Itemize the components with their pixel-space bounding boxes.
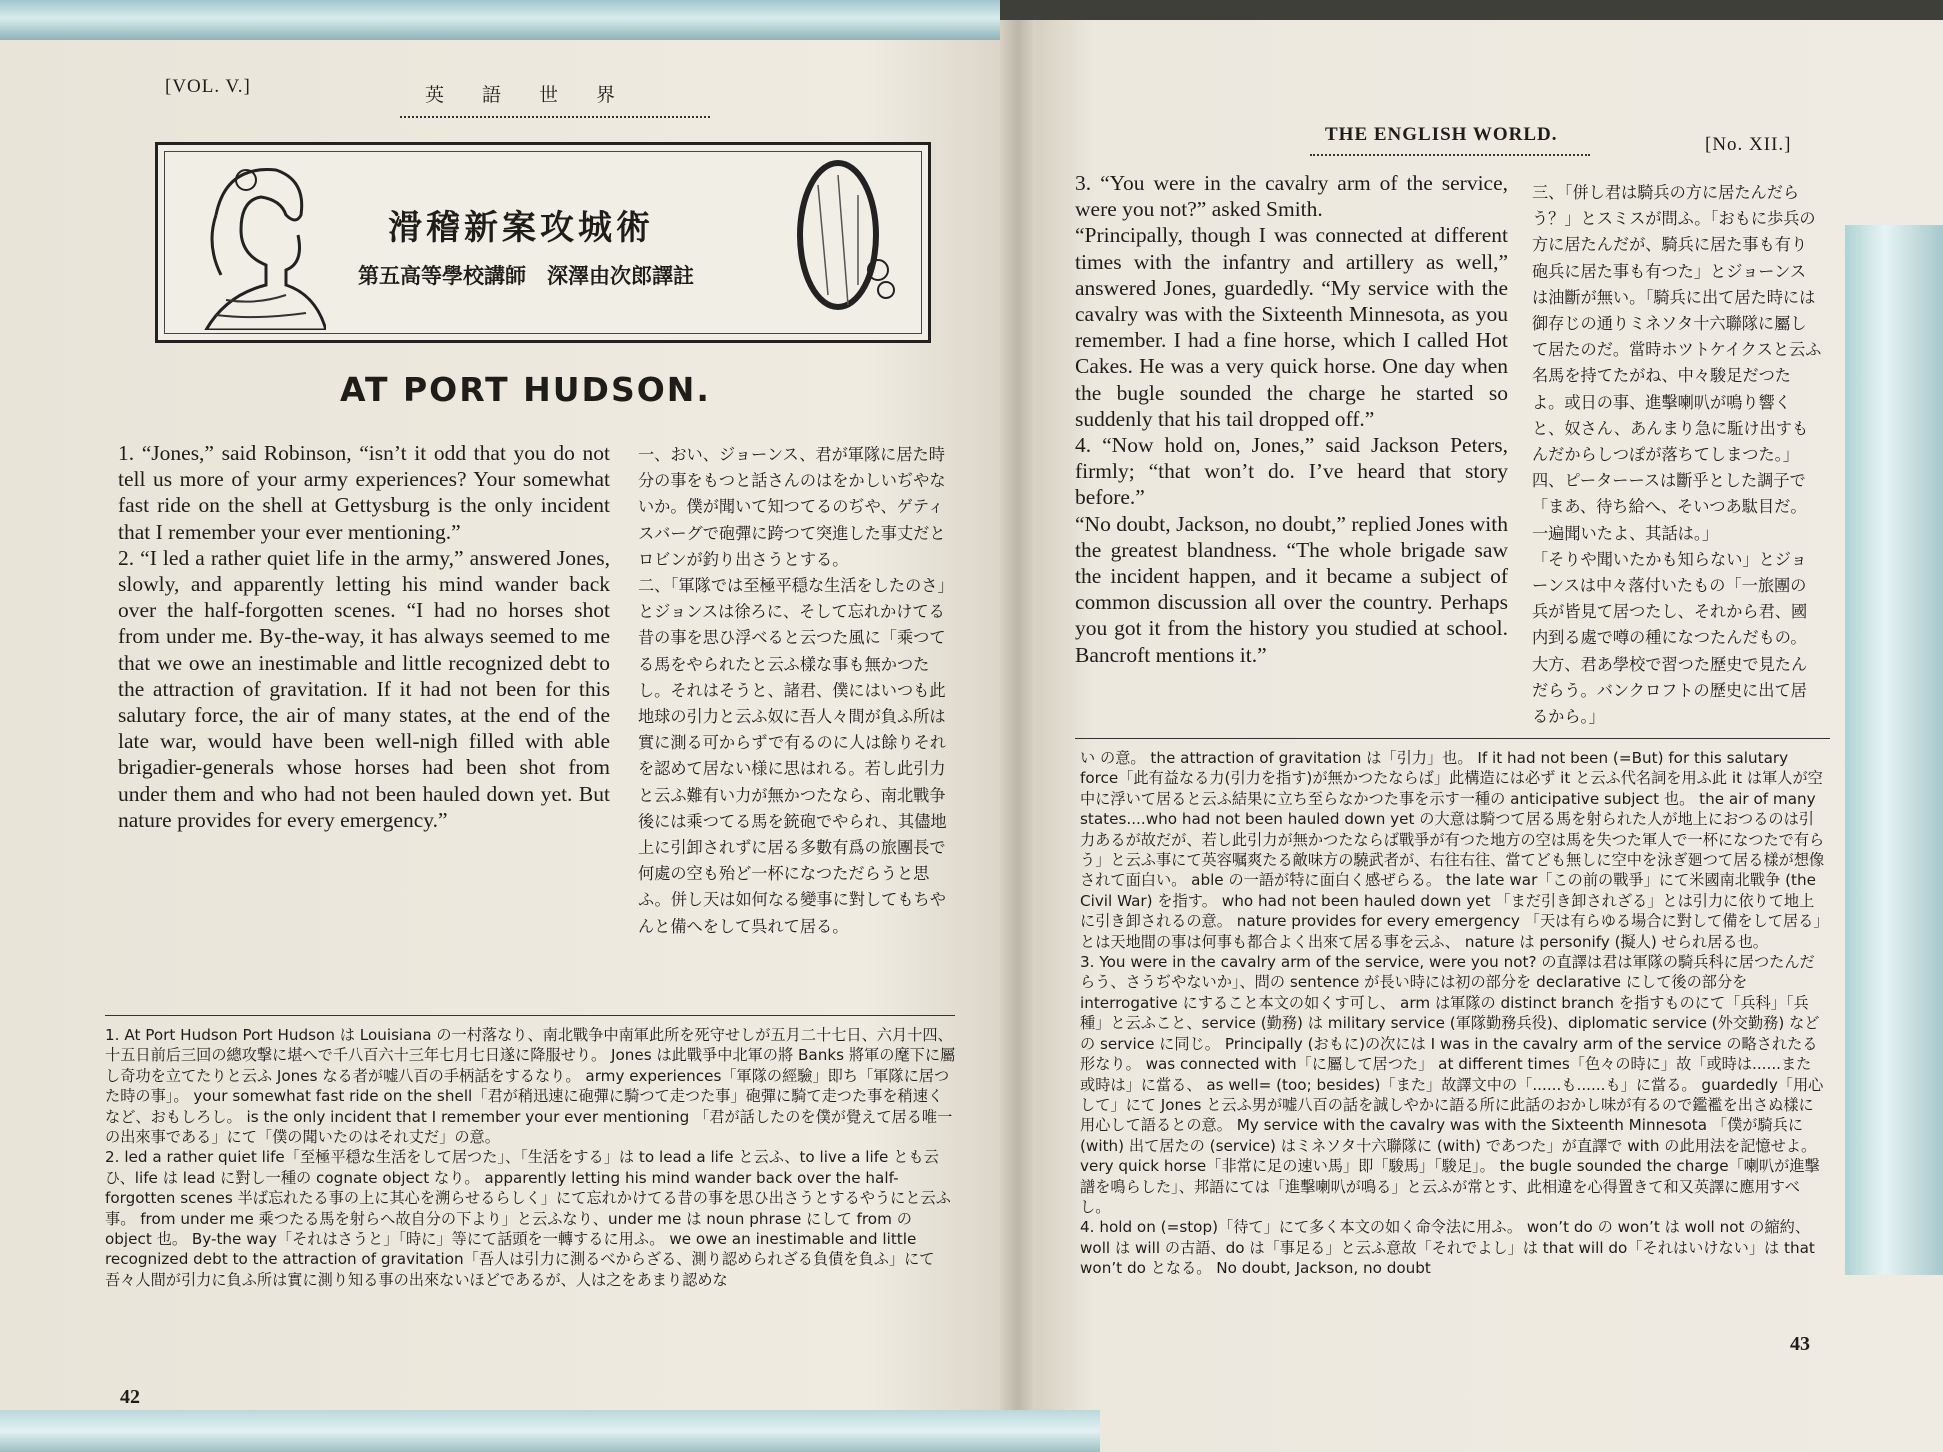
page-number-right: 43 bbox=[1790, 1333, 1810, 1355]
hand-mirror-icon bbox=[788, 155, 898, 330]
article-title: AT PORT HUDSON. bbox=[340, 370, 711, 409]
glass-weight-bottom bbox=[0, 1410, 1100, 1452]
volume-label: [VOL. V.] bbox=[165, 76, 251, 97]
right-header: THE ENGLISH WORLD. bbox=[1325, 124, 1558, 145]
woman-portrait-icon bbox=[186, 155, 326, 330]
japanese-paragraph-4b: 「そりや聞いたかも知らない」とジョーンスは中々落付いたもの「一旅團の兵が皆見て居つたし、それから君、國内到る處で噂の種になつたんだもの。大方、君あ學校で習つた歷史で見たんだらう。バンクロフトの歷史に出て居るから。」 bbox=[1532, 549, 1808, 727]
header-underline bbox=[400, 112, 710, 118]
notes-divider-left bbox=[105, 1015, 955, 1016]
glass-weight-top bbox=[0, 0, 1000, 40]
note-1: 1. At Port Hudson Port Hudson は Louisiana の一村落なり、南北戰争中南軍此所を死守せしが五月二十七日、六月十四、十五日前后三回の總攻撃に堪へで千八百六十三年七月七日遂に降服せり。 Jones は此戰爭中北軍の將 Banks 將軍の麾下に屬し奇功を立てたりと云ふ Jones なる者が嘘八百の手柄話をするなり。 army experiences「軍隊の經驗」即ち「軍隊に居つた時の事」。 your somewhat fast ride on the shell「君が稍迅速に砲彈に騎つて走つた事」砲彈に騎て走つた事を稍速くなど、おもしろし。 is the only incident that I remember your ever mentioning 「君が話したのを僕が覺えて居る唯一の出來事である」にて「僕の聞いたのはそれ丈だ」の意。 bbox=[105, 1026, 956, 1147]
english-text-right bbox=[1075, 170, 1508, 668]
page-number-left: 42 bbox=[120, 1386, 140, 1408]
right-header-underline bbox=[1310, 150, 1590, 156]
note-4: 4. hold on (=stop)「待て」にて多く本文の如く命令法に用ふ。 won’t do の won’t は woll not の縮約、woll は will の古語、do は「事足る」と云ふ意故「それでよし」は that will do「それはいけない」は that won’t do となる。 No doubt, Jackson, no doubt bbox=[1080, 1218, 1815, 1278]
note-3: 3. You were in the cavalry arm of the service, were you not? の直譯は君は軍隊の騎兵科に居つたんだらう、さうぢやないか」、問の sentence が長い時には初の部分を declarative にして後の部分を interrogative にすること本文の如くす可し、 arm は軍隊の distinct branch を指すものにて「兵科」「兵種」と云ふこと、service (勤務) は military service (軍隊勤務兵役)、diplomatic service (外交勤務) などの service に同じ。 Principally (おもに)の次には I was in the cavalry arm of the service の略されたる形なり。 was connected with「に屬して居つた」 at different times「色々の時に」故「或時は......また或時は」に當る、 as well= (too; besides)「また」故譯文中の「......も......も」に當る。 guardedly「用心して」にて Jones と云ふ男が嘘八百の話を誠しやかに語る所に此話のおかし味が有るので鑑襤を出さぬ樣に用心して語るとの意。 My service with the cavalry was with the Sixteenth Minnesota 「僕が騎兵に (with) 出て居たの (service) はミネソタ十六聯隊に (with) であつた」が直譯で with の此用法を記憶せよ。 very quick horse「非常に足の速い馬」即「駿馬」「駿足」。 the bugle sounded the charge「喇叭が進擊譜を鳴らした」、邦語にては「進擊喇叭が鳴る」と云ふが常とす、此相違を心得置きて和又英譯に應用すべし。 bbox=[1080, 953, 1824, 1216]
japanese-paragraph-3: 三、「併し君は騎兵の方に居たんだらう？」とスミスが問ふ。「おもに歩兵の方に居たんだが、騎兵に居た事も有り砲兵に居た事も有つた」とジョーンスは油斷が無い。「騎兵に出て居た時には御存じの通りミネソタ十六聯隊に屬して居たのだ。當時ホツトケイクスと云ふ名馬を持てたがね、中々駿足だつたよ。或日の事、進擊喇叭が鳴り響くと、奴さん、あんまり急に駈け出すもんだからしつぽが落ちてしまつた。」 bbox=[1532, 183, 1822, 465]
note-2: 2. led a rather quiet life「至極平穏な生活をして居つた」、「生活をする」は to lead a life と云ふ、to live a life とも云ひ、life は lead に對し一種の cognate object なり。 apparently letting his mind wander back over the half-forgotten scenes 半ば忘れたる事の上に其心を溯らせるらしく」にて忘れかけてる昔の事を思ひ出さうとするやうにと云ふ事。 from under me 乘つたる馬を射らへ故自分の下より」と云ふなり、under me は noun phrase にして from の object 也。 By-the way「それはさうと」「時に」等にて話頭を一轉するに用ふ。 we owe an inestimable and little recognized debt to the attraction of gravitation「吾人は引力に測るべからざる、測り認められざる負債を負ふ」にて吾々人間が引力に負ふ所は實に測り知る事の出來ないほどであるが、人は之をあまり認めな bbox=[105, 1148, 951, 1289]
notes-divider-right bbox=[1075, 738, 1830, 739]
japanese-paragraph-1: 一、おい、ジョーンス、君が軍隊に居た時分の事をもつと話さんのはをかしいぢやないか。僕が聞いて知つてるのぢや、ゲティスバーグで砲彈に跨つて突進した事丈だとロビンが釣り出さうとする。 bbox=[638, 445, 946, 569]
english-paragraph-4b: “No doubt, Jackson, no doubt,” replied Jones with the greatest blandness. “The whole brigade saw the incident happen, and it became a subject of common discussion all over the country. Perhaps you got it from the history you studied at school. Bancroft mentions it.” bbox=[1075, 511, 1508, 667]
header-japanese: 英語世界 bbox=[425, 84, 654, 106]
banner-title: 滑稽新案攻城術 bbox=[388, 208, 654, 248]
english-paragraph-1: 1. “Jones,” said Robinson, “isn’t it odd that you do not tell us more of your army experiences? Your somewhat fast ride on the shell at Gettysburg is the only incident that I remember your ever mentioning.” bbox=[118, 441, 610, 544]
english-paragraph-2: 2. “I led a rather quiet life in the army,” answered Jones, slowly, and apparently letting his mind wander back over the half-forgotten scenes. “I had no horses shot from under me. By-the-way, it has always seemed to me that we owe an inestimable and little recognized debt to the attraction of gravitation. If it had not been for this salutary force, the air of many states, at the end of the late war, would have been well-nigh filled with able brigadier-generals whose horses had been shot from under them and who had not been hauled down yet. But nature provides for every emergency.” bbox=[118, 545, 610, 832]
issue-number: [No. XII.] bbox=[1705, 134, 1792, 155]
book-gutter bbox=[1000, 20, 1036, 1452]
japanese-paragraph-2: 二、「軍隊では至極平穏な生活をしたのさ」とジョンスは徐ろに、そして忘れかけてる昔の事を思ひ浮べると云つた風に「乘つてる馬をやられたと云ふ樣な事も無かつたし。それはそうと、諸君、僕にはいつも此地球の引力と云ふ奴に吾人々間が負ふ所は實に測る可からずで有るのに人は餘りそれを認めて居ない様に思はれる。若し此引力と云ふ難有い力が無かつたなら、南北戰争後には乘つてる馬を銃砲でやられ、其儘地上に引卸されずに居る多數有爲の旅團長で何處の空も殆ど一杯になつただらうと思ふ。併し天は如何なる變事に對してもちやんと備へをして呉れて居る。 bbox=[638, 576, 954, 936]
japanese-paragraph-4: 四、ピーターースは斷乎とした調子で「まあ、待ち給へ、そいつあ駄目だ。一遍聞いたよ、其話は。」 bbox=[1532, 471, 1807, 543]
title-banner bbox=[155, 142, 931, 343]
english-paragraph-3: 3. “You were in the cavalry arm of the service, were you not?” asked Smith. bbox=[1075, 171, 1508, 222]
notes-left bbox=[105, 1025, 957, 1290]
banner-author: 第五高等學校講師 深澤由次郎譯註 bbox=[358, 264, 694, 288]
note-cont: い の意。 the attraction of gravitation は「引力」也。 If it had not been (=But) for this salutary force「此有益なる力(引力を指す)が無かつたならば」此構造には必ず it と云ふ代名詞を用ふ此 it は軍人が空中に浮いて居ると云ふ結果に立ち至らなかつた事を示す一種の anticipative subject 也。 the air of many states....who had not been hauled down yet の大意は騎つて居る馬を射られた人が地上におつるのは引力あるが故だが、若し此引力が無かつたならば戰爭が有つた地方の空は馬を失つた軍人で一杯になつたで有らう」と云ふ事にて英容嘱爽たる敵味方の驍武者が、右往右往、當てども無しに空中を泳ぎ廻つて居る樣が想像されて面白い。 able の一語が特に面白く感ぜらる。 the late war「この前の戰爭」にて米國南北戰争 (the Civil War) を指す。 who had not been hauled down yet 「まだ引き卸されざる」とは引力に依りて地上に引き卸されるの意。 nature provides for every emergency 「天は有らゆる場合に對して備をして居る」とは天地間の事は何事も都合よく出來て居る事を云ふ、 nature は personify (擬人) せられ居る也。 bbox=[1080, 749, 1825, 951]
japanese-text-left bbox=[638, 442, 954, 940]
glass-weight-right bbox=[1845, 225, 1943, 1275]
japanese-text-right bbox=[1532, 180, 1822, 730]
notes-right bbox=[1080, 748, 1825, 1279]
english-paragraph-4: 4. “Now hold on, Jones,” said Jackson Peters, firmly; “that won’t do. I’ve heard that story before.” bbox=[1075, 433, 1508, 510]
english-paragraph-3b: “Principally, though I was connected at different times with the infantry and artillery as well,” answered Jones, guardedly. “My service with the cavalry was with the Sixteenth Minnesota, as you remember. I had a fine horse, which I called Hot Cakes. He was a very quick horse. One day when the bugle sounded the charge he started so suddenly that his tail dropped off.” bbox=[1075, 223, 1508, 431]
english-text-left bbox=[118, 440, 610, 833]
